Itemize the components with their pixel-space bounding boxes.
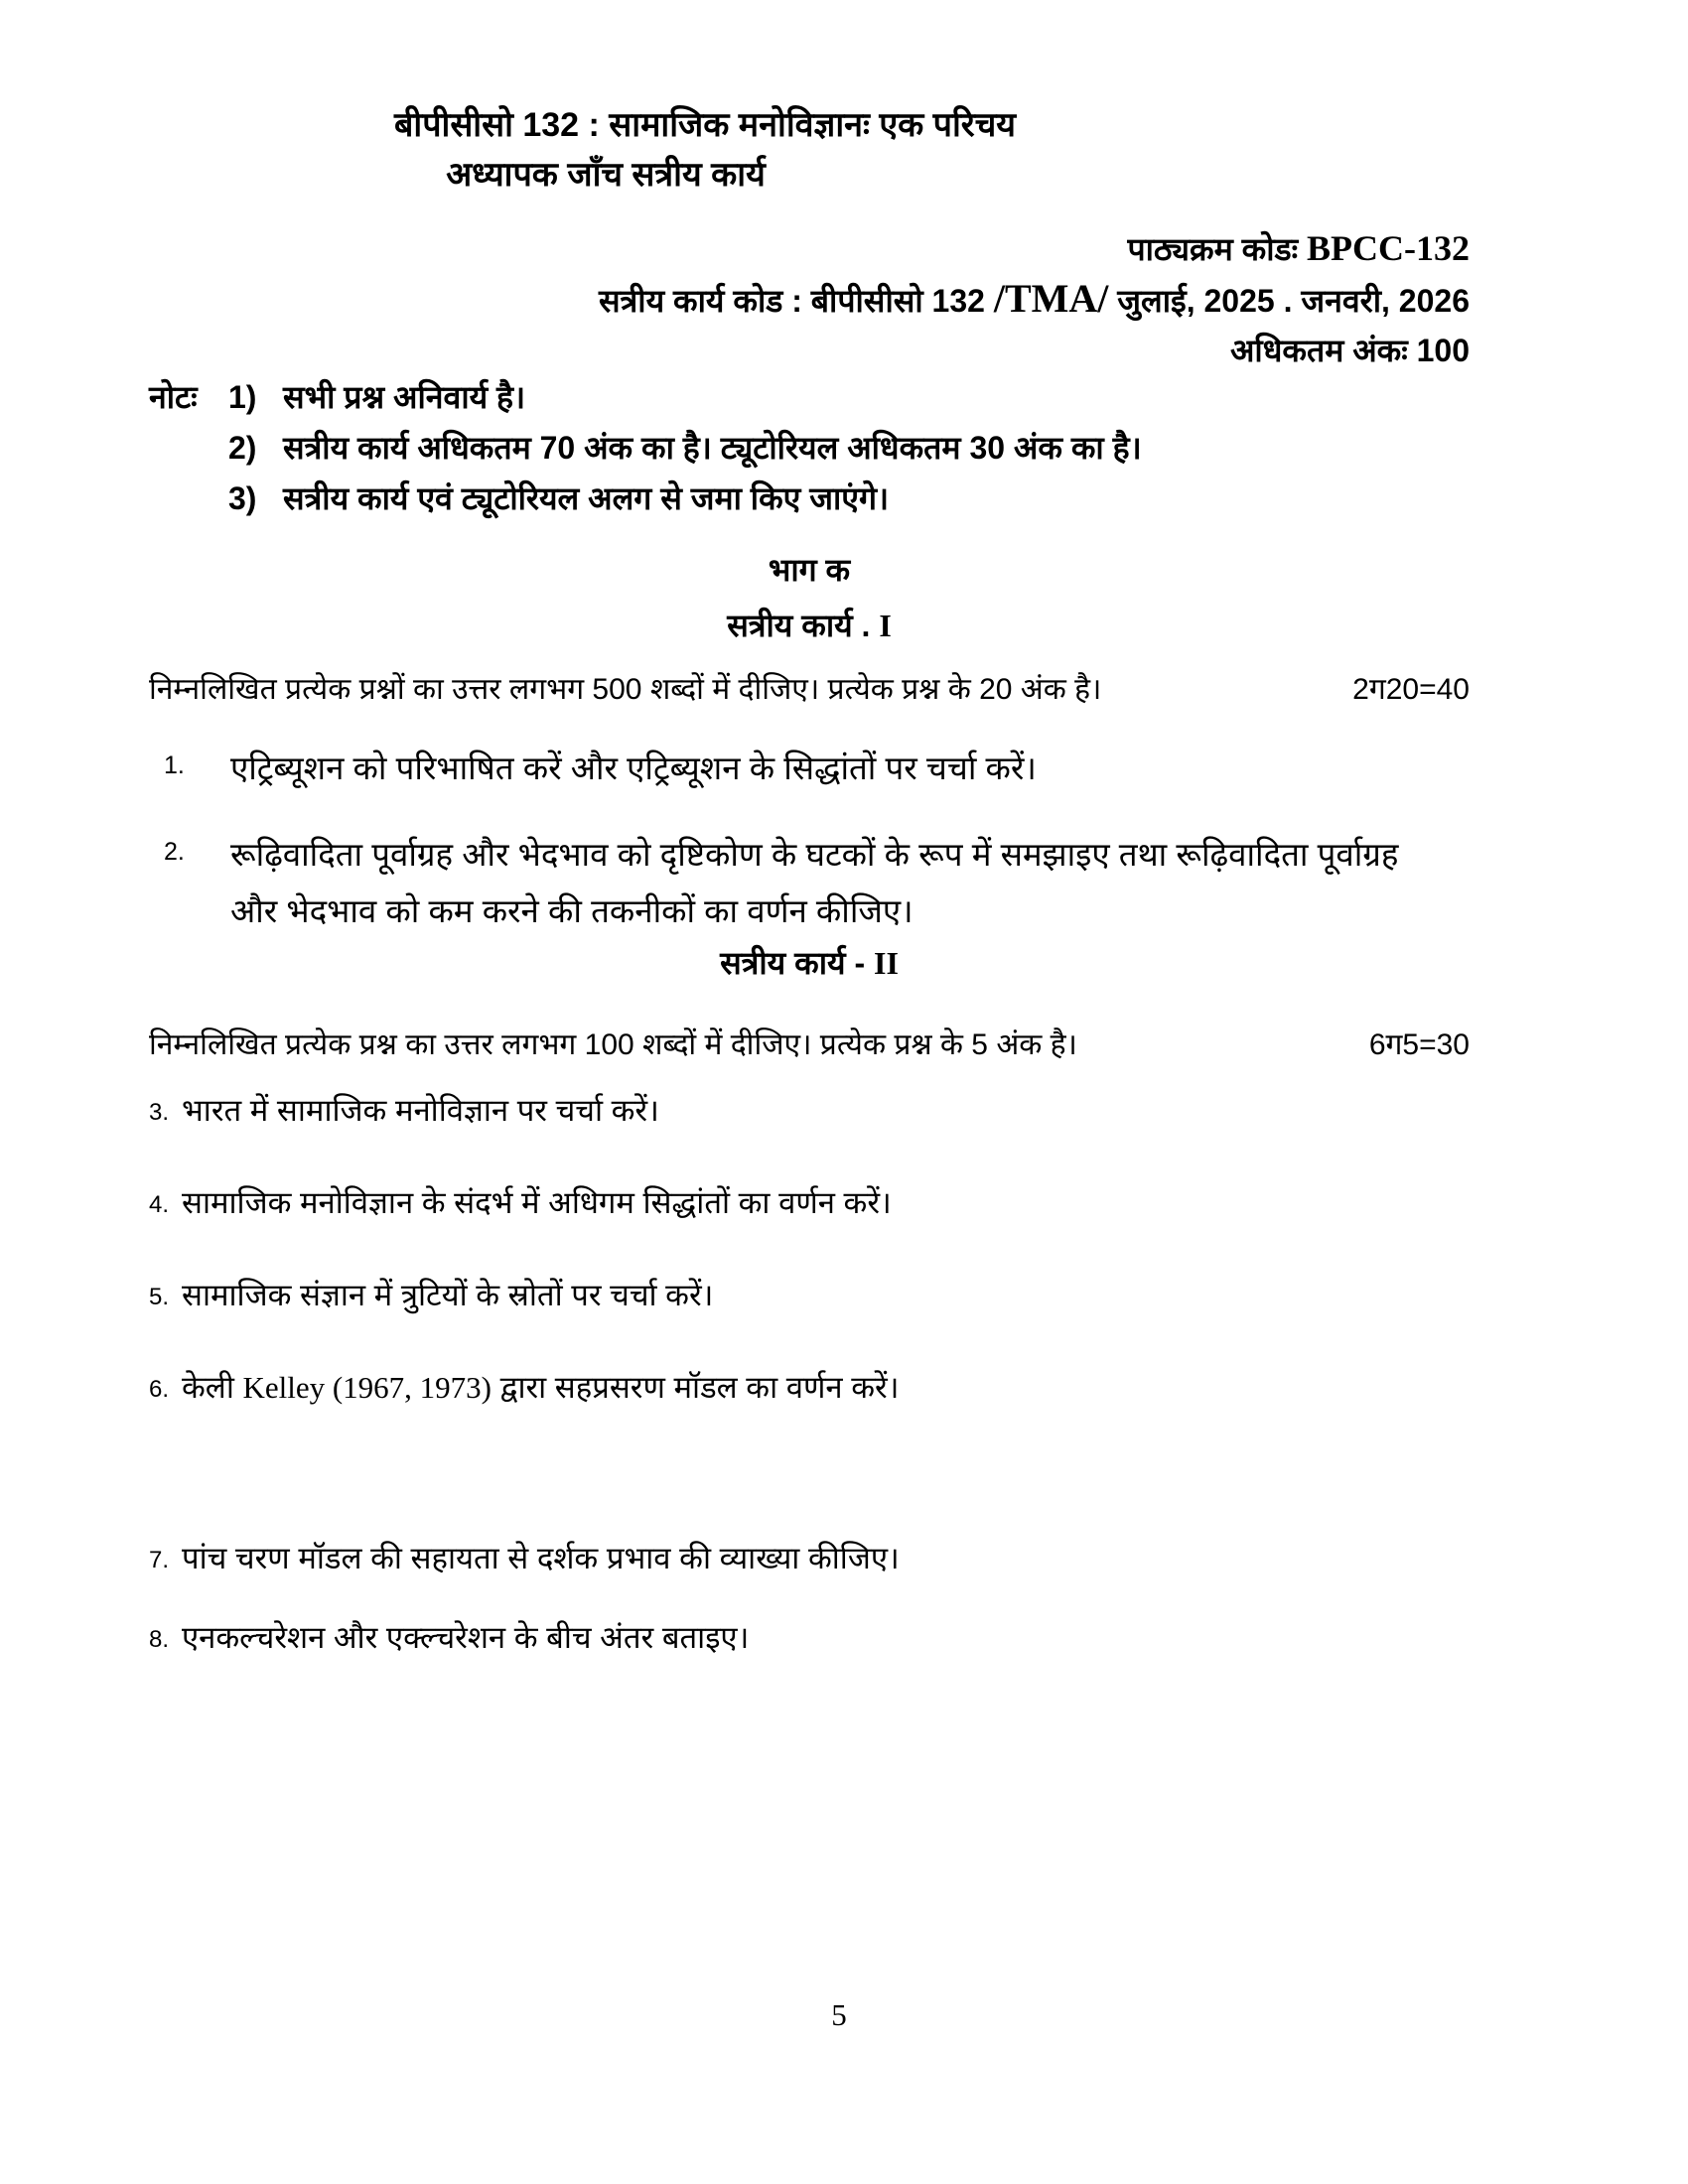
question-number: 3. bbox=[149, 1099, 170, 1126]
note-item-text: सत्रीय कार्य एवं ट्यूटोरियल अलग से जमा किए जाएंगे। bbox=[283, 480, 890, 516]
question-row bbox=[149, 826, 1475, 939]
section1-heading-hindi: सत्रीय कार्य . bbox=[727, 608, 880, 643]
question-row bbox=[149, 1537, 1475, 1580]
note-item-number: 2) bbox=[228, 430, 257, 466]
assignment-code-tma: /TMA/ bbox=[993, 276, 1109, 321]
question-row bbox=[149, 1366, 1475, 1410]
section1-instruction-row bbox=[149, 667, 1470, 710]
note-item-number: 1) bbox=[228, 379, 257, 415]
question-row bbox=[149, 1181, 1475, 1225]
section2-heading-hindi: सत्रीय कार्य - bbox=[720, 945, 874, 981]
note-item-text: सभी प्रश्न अनिवार्य है। bbox=[283, 379, 526, 415]
assignment-subtitle: अध्यापक जाँच सत्रीय कार्य bbox=[446, 156, 766, 194]
question-row bbox=[149, 1616, 1475, 1660]
question-number: 2. bbox=[164, 838, 185, 866]
question-text: एट्रिब्यूशन को परिभाषित करें और एट्रिब्यूशन के सिद्धांतों पर चर्चा करें। bbox=[230, 750, 1037, 786]
question-number: 7. bbox=[149, 1547, 170, 1573]
course-code-label: पाठ्यक्रम कोडः bbox=[1127, 231, 1307, 267]
document-header bbox=[149, 99, 1261, 199]
question-number: 1. bbox=[164, 751, 185, 779]
section2-heading bbox=[149, 941, 1470, 984]
course-code-line bbox=[149, 223, 1470, 274]
section1-marks: 2ग20=40 bbox=[1352, 673, 1470, 706]
assignment-code-suffix: जुलाई, 2025 . जनवरी, 2026 bbox=[1108, 283, 1470, 319]
section2-heading-numeral: II bbox=[874, 945, 899, 981]
assignment-code-line bbox=[149, 274, 1470, 326]
note-item-number: 3) bbox=[228, 480, 257, 516]
code-block bbox=[149, 223, 1470, 375]
part-heading: भाग क bbox=[768, 552, 851, 588]
section1-instruction: निम्नलिखित प्रत्येक प्रश्नों का उत्तर लगभग 500 शब्दों में दीजिए। प्रत्येक प्रश्न के 20 अंक है। bbox=[149, 673, 1102, 706]
question-text: पांच चरण मॉडल की सहायता से दर्शक प्रभाव की व्याख्या कीजिए। bbox=[182, 1541, 900, 1575]
section1-heading-numeral: I bbox=[879, 608, 892, 643]
note-item-text: सत्रीय कार्य अधिकतम 70 अंक का है। ट्यूटोरियल अधिकतम 30 अंक का है। bbox=[283, 430, 1142, 466]
max-marks-line: अधिकतम अंकः 100 bbox=[1229, 333, 1470, 368]
section2-instruction-row bbox=[149, 1023, 1470, 1065]
note-item bbox=[228, 426, 1499, 470]
page-number: 5 bbox=[831, 1997, 847, 2032]
question-text-english: Kelley (1967, 1973) bbox=[242, 1370, 492, 1405]
question-number: 5. bbox=[149, 1284, 170, 1310]
question-text: भारत में सामाजिक मनोविज्ञान पर चर्चा करें। bbox=[182, 1093, 659, 1128]
section2-marks: 6ग5=30 bbox=[1368, 1028, 1470, 1061]
note-label: नोटः bbox=[149, 379, 198, 415]
question-number: 6. bbox=[149, 1376, 170, 1403]
section2-instruction: निम्नलिखित प्रत्येक प्रश्न का उत्तर लगभग 100 शब्दों में दीजिए। प्रत्येक प्रश्न के 5 अंक है। bbox=[149, 1028, 1077, 1061]
question-row bbox=[149, 1089, 1475, 1133]
note-block bbox=[149, 375, 1499, 527]
question-text-hindi-suffix: द्वारा सहप्रसरण मॉडल का वर्णन करें। bbox=[492, 1370, 900, 1405]
note-item bbox=[228, 477, 1499, 520]
question-row bbox=[149, 740, 1475, 796]
question-text: सामाजिक संज्ञान में त्रुटियों के स्रोतों पर चर्चा करें। bbox=[182, 1278, 714, 1312]
question-text: रूढ़िवादिता पूर्वाग्रह और भेदभाव को दृष्टिकोण के घटकों के रूप में समझाइए तथा रूढ़िवादिता पूर्वाग्रह और भेदभाव को कम करने की तकनीकों का वर्णन कीजिए। bbox=[230, 836, 1399, 929]
question-text: एनकल्चरेशन और एक्ल्चरेशन के बीच अंतर बताइए। bbox=[182, 1620, 750, 1655]
note-item bbox=[228, 375, 1499, 419]
note-items bbox=[149, 375, 1499, 520]
course-code-value: BPCC-132 bbox=[1307, 228, 1470, 268]
question-text bbox=[182, 1366, 899, 1410]
question-number: 8. bbox=[149, 1626, 170, 1653]
question-number: 4. bbox=[149, 1191, 170, 1218]
course-title: बीपीसीसो 132 : सामाजिक मनोविज्ञानः एक परिचय bbox=[393, 106, 1017, 144]
question-row bbox=[149, 1274, 1475, 1317]
question-text: सामाजिक मनोविज्ञान के संदर्भ में अधिगम सिद्धांतों का वर्णन करें। bbox=[182, 1185, 892, 1220]
question-text-hindi-prefix: केली bbox=[182, 1370, 243, 1405]
assignment-code-prefix: सत्रीय कार्य कोड : बीपीसीसो 132 bbox=[599, 283, 994, 319]
section1-heading bbox=[149, 604, 1470, 646]
